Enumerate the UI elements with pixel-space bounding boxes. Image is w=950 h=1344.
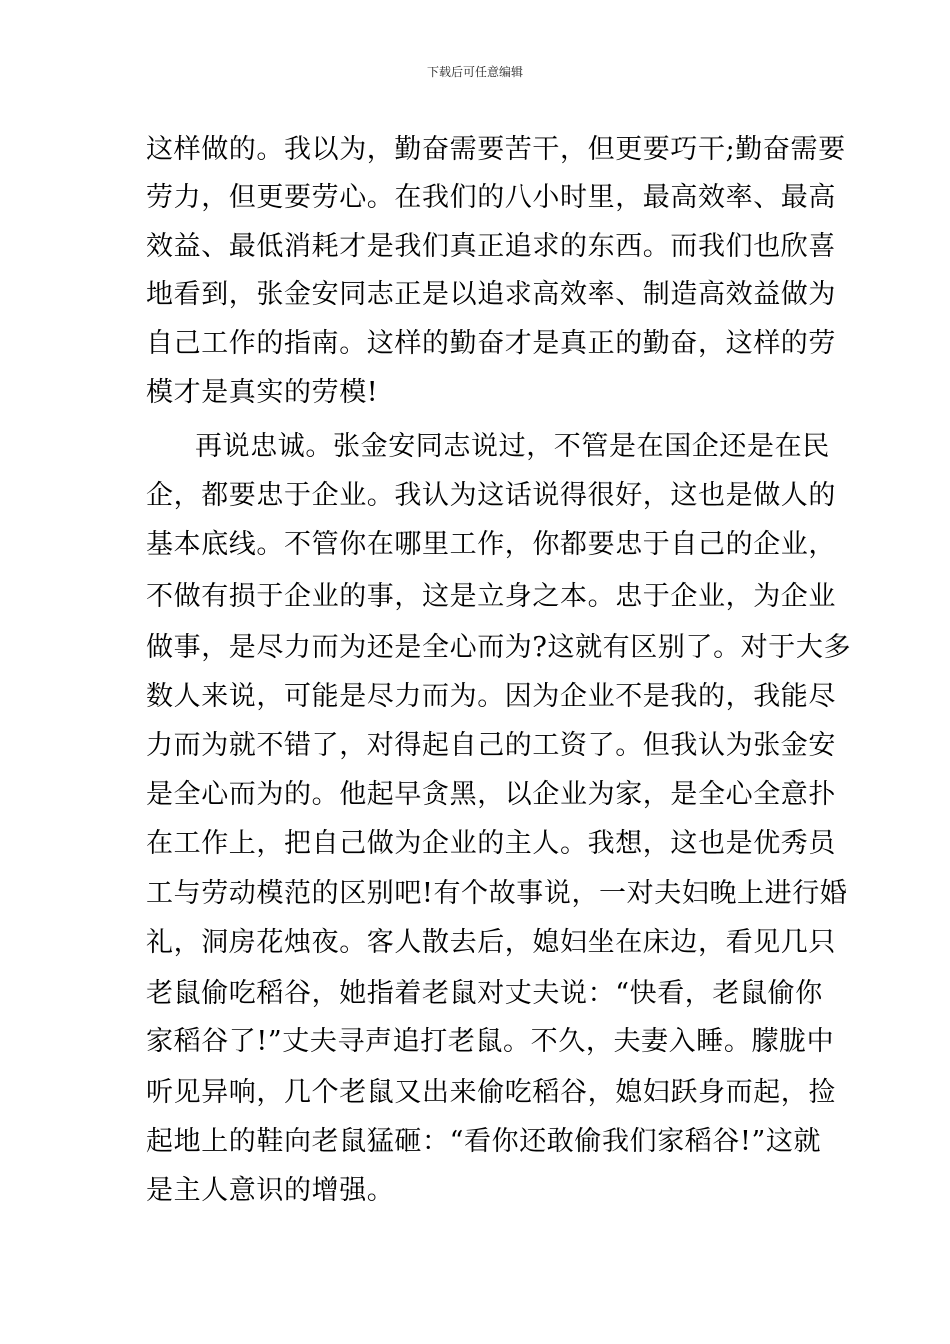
text-line: 地看到，张金安同志正是以追求高效率、制造高效益做为 (146, 279, 836, 310)
text-line: 数人来说，可能是尽力而为。因为企业不是我的，我能尽 (146, 681, 836, 712)
text-line: 企，都要忠于企业。我认为这话说得很好，这也是做人的 (146, 480, 836, 511)
text-line: 在工作上，把自己做为企业的主人。我想，这也是优秀员 (146, 828, 836, 859)
text-line: 老鼠偷吃稻谷，她指着老鼠对丈夫说：“快看，老鼠偷你 (146, 978, 823, 1009)
text-line: 模才是真实的劳模! (146, 377, 379, 408)
paragraph-start-line: 再说忠诚。张金安同志说过，不管是在国企还是在民 (195, 431, 830, 462)
text-line: 自己工作的指南。这样的勤奋才是真正的勤奋，这样的劳 (146, 328, 836, 359)
text-line: 力而为就不错了，对得起自己的工资了。但我认为张金安 (146, 730, 836, 761)
text-line: 听见异响，几个老鼠又出来偷吃稻谷，媳妇跃身而起，捡 (146, 1077, 836, 1108)
text-line: 不做有损于企业的事，这是立身之本。忠于企业，为企业 (146, 581, 836, 612)
text-line: 工与劳动模范的区别吧!有个故事说，一对夫妇晚上进行婚 (146, 878, 848, 909)
text-line: 劳力，但更要劳心。在我们的八小时里，最高效率、最高 (146, 182, 836, 213)
text-line: 起地上的鞋向老鼠猛砸：“看你还敢偷我们家稻谷!”这就 (146, 1126, 822, 1157)
text-line: 这样做的。我以为，勤奋需要苦干，但更要巧干;勤奋需要 (146, 134, 846, 165)
text-line: 是全心而为的。他起早贪黑，以企业为家，是全心全意扑 (146, 779, 836, 810)
text-line: 礼，洞房花烛夜。客人散去后，媳妇坐在床边，看见几只 (146, 927, 836, 958)
text-line: 基本底线。不管你在哪里工作，你都要忠于自己的企业， (146, 529, 836, 560)
page-header: 下载后可任意编辑 (426, 65, 523, 79)
text-line: 效益、最低消耗才是我们真正追求的东西。而我们也欣喜 (146, 231, 836, 262)
text-line: 做事，是尽力而为还是全心而为?这就有区别了。对于大多 (146, 632, 852, 663)
text-line: 是主人意识的增强。 (146, 1175, 395, 1206)
text-line: 家稻谷了!”丈夫寻声追打老鼠。不久，夫妻入睡。朦胧中 (146, 1026, 835, 1057)
